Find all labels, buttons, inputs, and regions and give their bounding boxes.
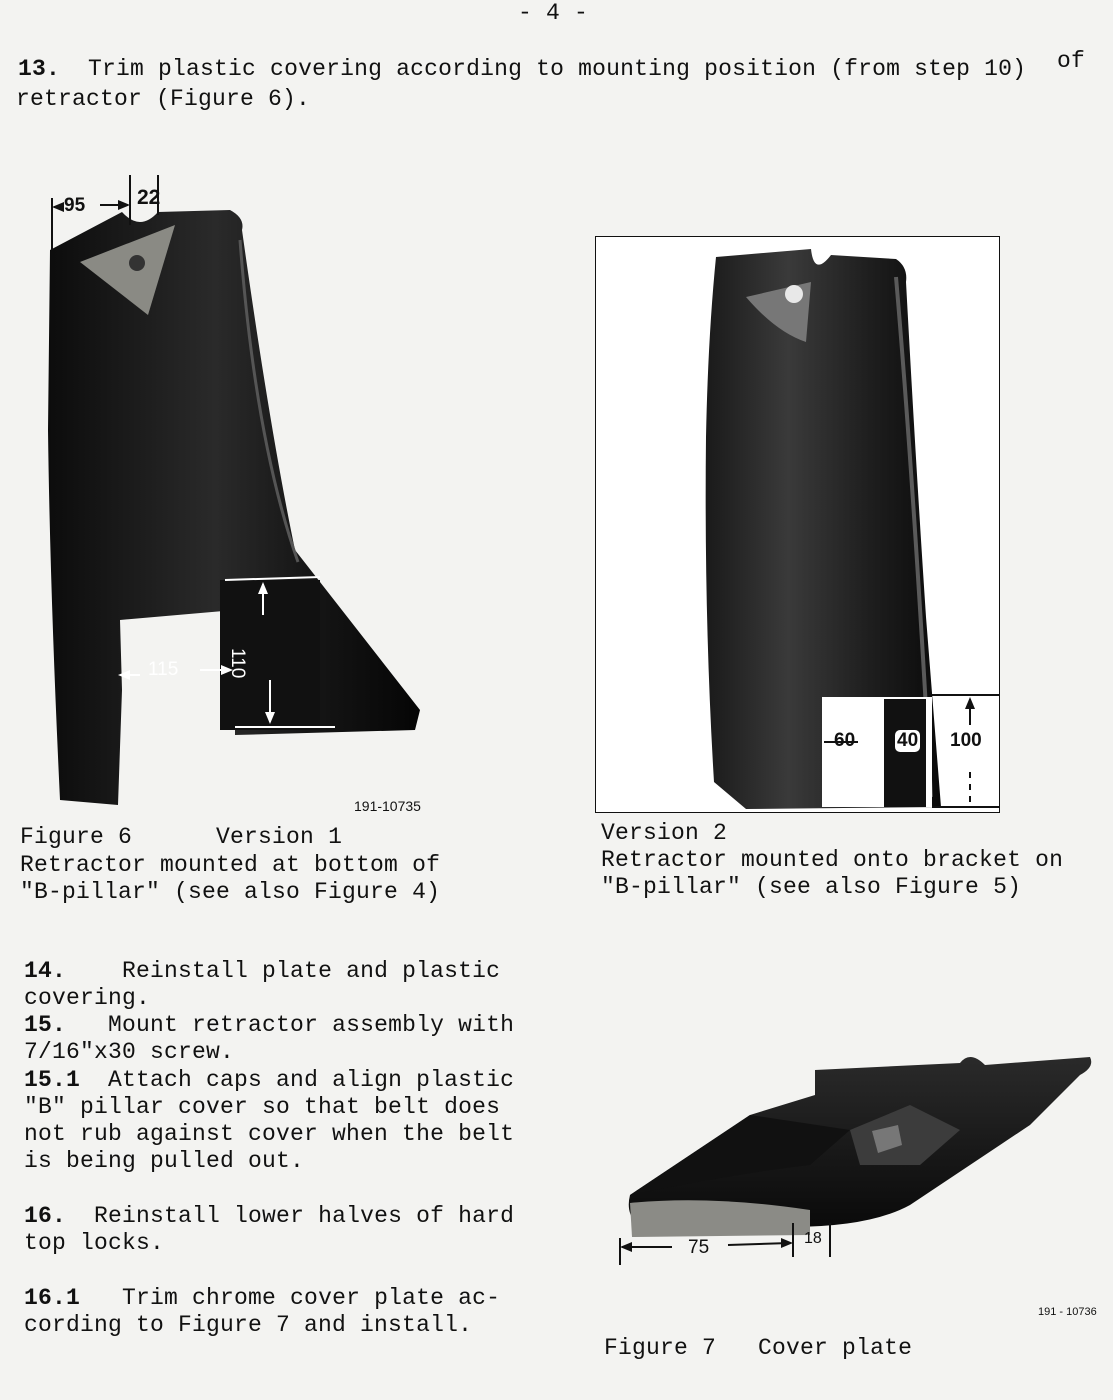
- step-14-line-2: covering.: [24, 985, 151, 1011]
- step-15-1-line-4: is being pulled out.: [24, 1148, 305, 1174]
- step-13-line-2: retractor (Figure 6).: [16, 86, 311, 112]
- step-16-1: [24, 1285, 524, 1339]
- step-16-number: 16.: [24, 1203, 67, 1229]
- figure-6-ref: 191-10735: [354, 798, 421, 814]
- version-2-caption-line-3: "B-pillar" (see also Figure 5): [601, 874, 1022, 900]
- figure-6-caption-line-3: "B-pillar" (see also Figure 4): [20, 879, 441, 905]
- dim-95: 95: [64, 195, 86, 216]
- step-13-of: of: [1057, 48, 1086, 74]
- step-14: [24, 958, 524, 1012]
- figure-6-version: Version 1: [216, 824, 343, 850]
- version-2-caption-line-1: Version 2: [601, 820, 728, 846]
- step-15-line-1: Mount retractor assembly with: [108, 1012, 515, 1038]
- step-15-1-line-1: Attach caps and align plastic: [108, 1067, 515, 1093]
- page-number: - 4 -: [518, 0, 589, 26]
- dim-115: 115: [148, 659, 179, 680]
- step-16-line-2: top locks.: [24, 1230, 165, 1256]
- dim-100: 100: [950, 730, 982, 751]
- version-2-photo: [596, 237, 999, 812]
- dim-60: 60: [834, 730, 856, 751]
- figure-7-label: Figure 7: [604, 1335, 717, 1361]
- figure-6-caption-line-2: Retractor mounted at bottom of: [20, 852, 441, 878]
- step-14-line-1: Reinstall plate and plastic: [122, 958, 501, 984]
- step-15-1: [24, 1067, 524, 1175]
- step-15: [24, 1012, 524, 1066]
- step-16: [24, 1203, 524, 1257]
- step-13-number: 13.: [18, 56, 61, 82]
- step-15-number: 15.: [24, 1012, 67, 1038]
- step-16-1-number: 16.1: [24, 1285, 81, 1311]
- dim-75: 75: [688, 1237, 710, 1258]
- step-14-number: 14.: [24, 958, 67, 984]
- step-16-line-1: Reinstall lower halves of hard: [94, 1203, 515, 1229]
- step-16-1-line-2: cording to Figure 7 and install.: [24, 1312, 473, 1338]
- dim-40: 40: [897, 730, 919, 751]
- figure-6-photo: [30, 170, 450, 810]
- step-15-1-line-3: not rub against cover when the belt: [24, 1121, 515, 1147]
- step-16-1-line-1: Trim chrome cover plate ac-: [122, 1285, 501, 1311]
- dim-110: 110: [227, 648, 248, 679]
- step-13-line-1: [18, 56, 1026, 83]
- figure-7-ref: 191 - 10736: [1038, 1306, 1097, 1318]
- figure-7-photo: [610, 1045, 1100, 1270]
- version-2-caption-line-2: Retractor mounted onto bracket on: [601, 847, 1064, 873]
- version-2-photo-frame: [595, 236, 1000, 813]
- step-15-1-line-2: "B" pillar cover so that belt does: [24, 1094, 501, 1120]
- figure-7-text: Cover plate: [758, 1335, 913, 1361]
- step-15-1-number: 15.1: [24, 1067, 81, 1093]
- figure-6-label: Figure 6: [20, 824, 133, 850]
- dim-22: 22: [137, 186, 161, 209]
- figure-6-caption-line-1: [20, 824, 342, 851]
- dim-18: 18: [804, 1230, 822, 1247]
- step-13-text: Trim plastic covering according to mounting position (from step 10): [88, 56, 1027, 82]
- figure-7-caption: [604, 1335, 912, 1362]
- step-15-line-2: 7/16"x30 screw.: [24, 1039, 235, 1065]
